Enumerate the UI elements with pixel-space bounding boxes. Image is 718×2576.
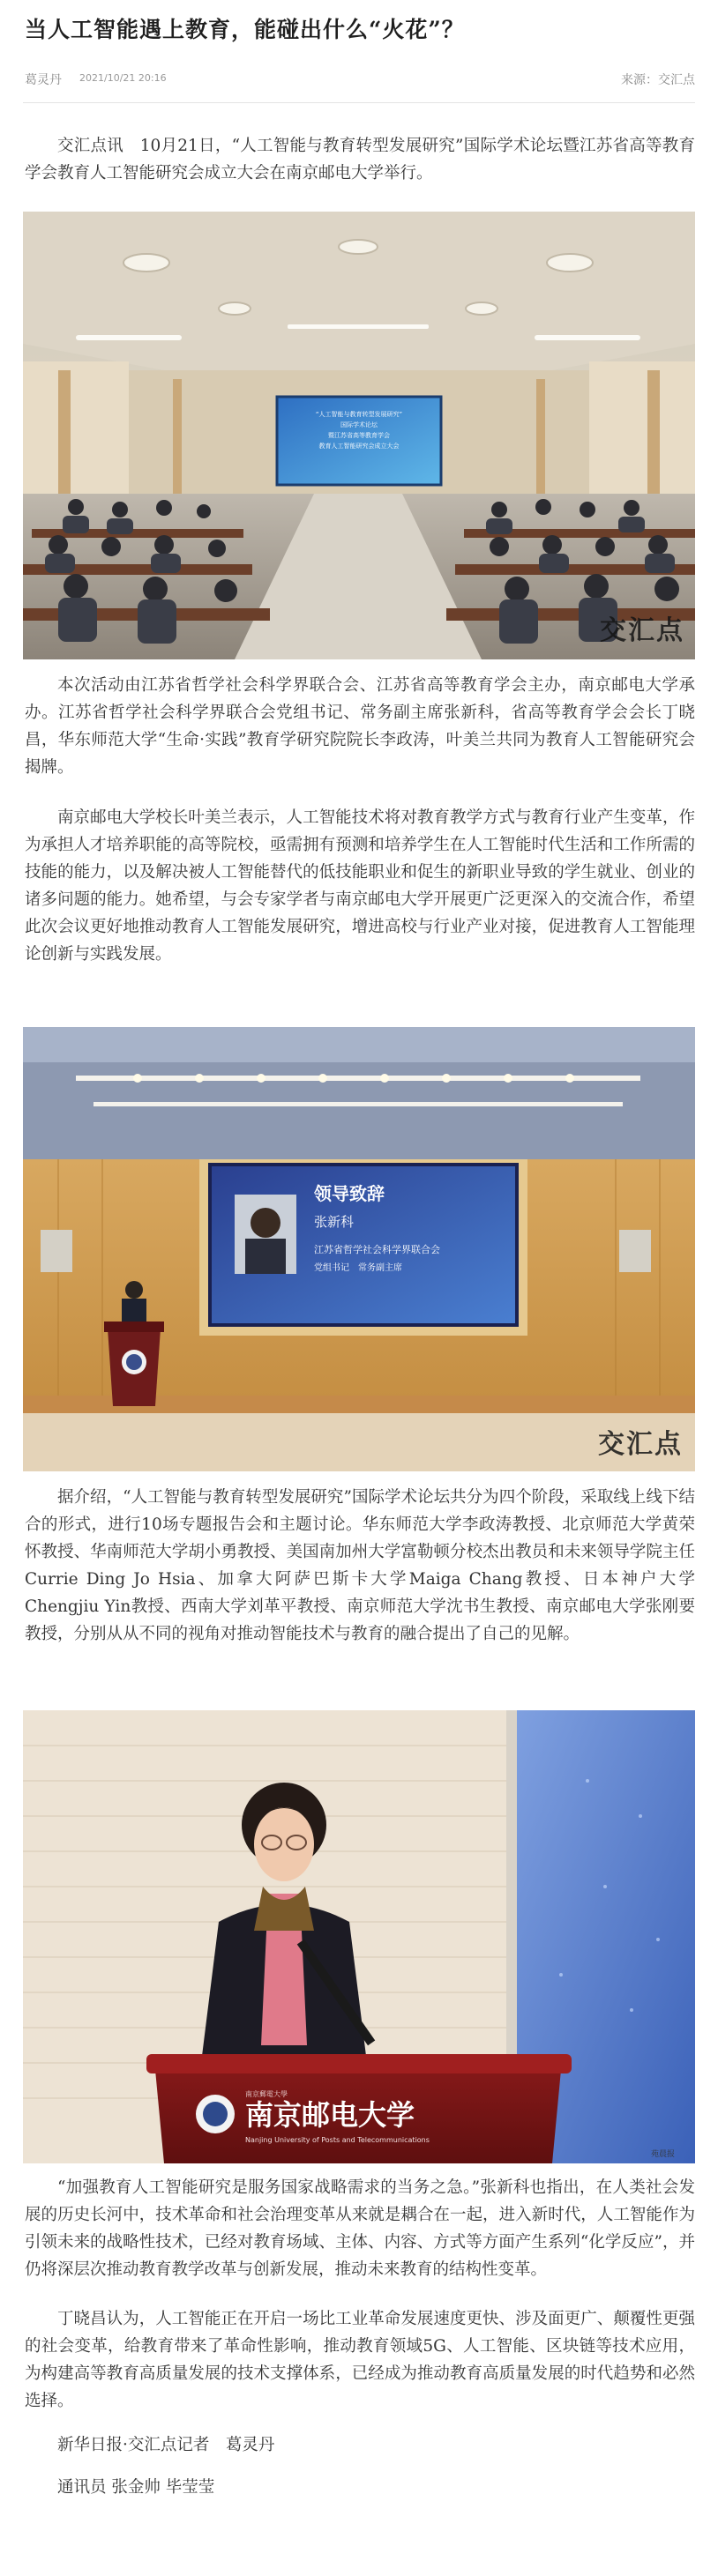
article-title: 当人工智能遇上教育，能碰出什么“火花”？ [25,17,465,42]
article-source: 来源：交汇点 [621,73,695,87]
article-meta [25,71,695,92]
byline-correspondents: 通讯员 张金帅 毕莹莹 [57,2478,215,2497]
watermark: 交汇点 [600,615,684,646]
author-name[interactable]: 葛灵丹 [25,73,62,87]
paragraph-ding: 丁晓昌认为，人工智能正在开启一场比工业革命发展速度更快、涉及面更广、颠覆性更强的社会变革，给教育带来了革命性影响，推动教育领域5G、人工智能、区块链等技术应用，为构建高等教育高质量发展的技术支撑体系，已经成为推动教育高质量发展的时代趋势和必然选择。 [25,2310,695,2410]
screen2-name: 张新科 [314,1214,355,1230]
podium-banner-small: 南京郵電大學 [245,2090,288,2098]
screen2-title: 领导致辞 [314,1183,385,1204]
publish-time: 2021/10/21 20:16 [79,72,167,84]
screen2-role: 党组书记 常务副主席 [314,1263,402,1273]
screen1-line-4: 教育人工智能研究会成立大会 [318,443,400,450]
paragraph-president: 南京邮电大学校长叶美兰表示，人工智能技术将对教育教学方式与教育行业产生变革，作为承担人才培养职能的高等院校，亟需拥有预测和培养学生在人工智能时代生活和工作所需的技能的能力，以及解决被人工智能替代的低技能职业和促生的新职业导致的学生就业、创业的诸多问题的能力。她希望，与会专家学者与南京邮电大学开展更广泛更深入的交流合作，希望此次会议更好地推动教育人工智能发展研究，增进高校与行业产业对接，促进教育人工智能理论创新与实践发展。 [25,808,695,964]
paragraph-zhang: “加强教育人工智能研究是服务国家战略需求的当务之急。”张新科也指出，在人类社会发展的历史长河中，技术革命和社会治理变革从来就是耦合在一起，进入新时代，人工智能作为引领未来的战略性技术，已经对教育场域、主体、内容、方式等方面产生系列“化学反应”，并仍将深层次推动教育教学改革与创新发展，推动未来教育的结构性变革。 [25,2178,695,2279]
header-divider [23,102,695,103]
photo-conference-hall [23,212,695,659]
paragraph-forum: 据介绍，“人工智能与教育转型发展研究”国际学术论坛共分为四个阶段，采取线上线下结合的形式，进行10场专题报告会和主题讨论。华东师范大学李政涛教授、北京师范大学黄荣怀教授、华南师范大学胡小勇教授、美国南加州大学富勒顿分校杰出教员和未来领导学院主任Currie Ding Jo Hsia、加拿大阿萨巴斯卡大学Maiga Chang教授、日本神户大学Chengjiu Yin教授、西南大学刘革平教授、南京师范大学沈书生教授、南京邮电大学张刚要教授，分别从从不同的视角对推动智能技术与教育的融合提出了自己的见解。 [25,1488,695,1643]
photo-podium-speaker [23,1710,695,2163]
byline-reporter: 新华日报·交汇点记者 葛灵丹 [57,2436,275,2454]
screen1-line-1: “人工智能与教育转型发展研究” [315,411,403,418]
screen1-line-2: 国际学术论坛 [340,421,378,428]
photo-stage-speech [23,1027,695,1471]
paragraph-organizers: 本次活动由江苏省哲学社会科学界联合会、江苏省高等教育学会主办，南京邮电大学承办。江苏省哲学社会科学界联合会党组书记、常务副主席张新科，省高等教育学会会长丁晓昌，华东师范大学“生命·实践”教育学研究院院长李政涛，叶美兰共同为教育人工智能研究会揭牌。 [25,676,695,777]
paragraph-intro: 交汇点讯 10月21日，“人工智能与教育转型发展研究”国际学术论坛暨江苏省高等教育学会教育人工智能研究会成立大会在南京邮电大学举行。 [25,137,695,182]
watermark: 交汇点 [598,1429,683,1460]
podium-banner-text: 南京邮电大学 [245,2098,415,2132]
screen2-org: 江苏省哲学社会科学界联合会 [314,1244,440,1255]
screen1-line-3: 暨江苏省高等教育学会 [328,432,390,439]
photo-credit: 苑晨报 [651,2150,676,2159]
podium-banner-english: Nanjing University of Posts and Telecommunications [245,2136,430,2144]
